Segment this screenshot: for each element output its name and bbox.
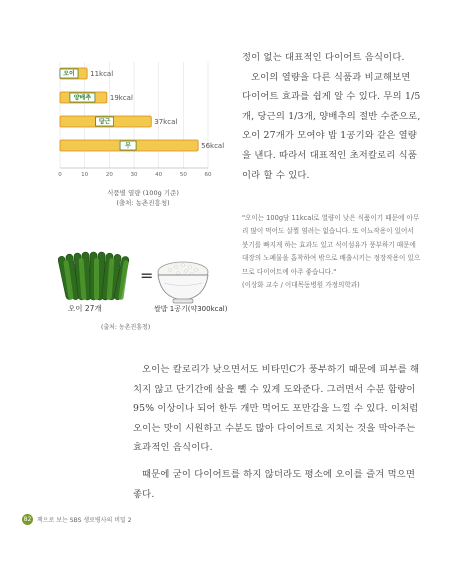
value-label: 56kcal	[201, 142, 225, 150]
page-number-badge: 82	[23, 515, 32, 523]
category-label: 당근	[98, 118, 111, 126]
value-label: 11kcal	[90, 70, 114, 78]
right-column-text	[242, 48, 422, 185]
page-footer	[22, 513, 132, 525]
rice-label: 쌀밥 1공기(약300kcal)	[154, 305, 228, 313]
calorie-bar-chart	[58, 60, 228, 184]
value-label: 37kcal	[154, 118, 178, 126]
bottom-paragraph-1: 오이는 칼로리가 낮으면서도 비타민C가 풍부하기 때문에 피부를 해치지 않고 단기간에 살을 뺄 수 있게 도와준다. 그러면서 수분 함량이 95% 이상이나 되어 한두 개만 먹어도 포만감을 느낄 수 있다. 이처럼 오이는 맛이 시원하고 수분도 많아 다이어트로 지치는 것을 막아주는 효과적인 음식이다.	[133, 364, 420, 454]
right-paragraph-1: 정이 없는 대표적인 다이어트 음식이다.	[242, 52, 405, 63]
footer-book-title: 책으로 보는 SBS 생로병사의 비밀 2	[37, 516, 132, 524]
x-tick-label: 0	[58, 172, 62, 178]
x-tick-label: 30	[130, 172, 138, 178]
x-tick-label: 10	[81, 172, 89, 178]
equals-sign: =	[140, 266, 154, 285]
x-tick-label: 60	[204, 172, 212, 178]
x-tick-label: 50	[179, 172, 187, 178]
cucumber-rice-illustration	[58, 250, 238, 330]
x-tick-label: 40	[155, 172, 163, 178]
x-tick-label: 20	[105, 172, 113, 178]
expert-quote	[242, 212, 422, 292]
cucumber-bunch-icon	[58, 252, 129, 301]
calorie-chart-svg	[58, 60, 228, 184]
quote-attribution: (이상화 교수 / 이대목동병원 가정의학과)	[242, 281, 360, 290]
chart-source: (출처: 농촌진흥청)	[116, 199, 170, 207]
category-label: 오이	[63, 70, 75, 78]
bottom-text	[133, 360, 423, 504]
quote-text: "오이는 100g당 11kcal로 열량이 낮은 식품이기 때문에 아무리 많이 먹어도 살찔 염려는 없습니다. 또 이뇨작용이 있어서 붓기를 빠지게 하는 효과도 있고 식이섬유가 풍부하기 때문에 대장의 노폐물을 흡착하여 밖으로 배출시키는 정장작용이 있으므로 다이어트에 아주 좋습니다."	[242, 214, 421, 276]
value-label: 19kcal	[109, 94, 133, 102]
cucumber-label: 오이 27개	[68, 304, 102, 313]
right-paragraph-2: 오이의 열량을 다른 식품과 비교해보면 다이어트 효과를 쉽게 알 수 있다. 무의 1/5개, 당근의 1/3개, 양배추의 절반 수준으로, 오이 27개가 모여야 밥 1공기와 같은 열량을 낸다. 따라서 대표적인 초저칼로리 식품이라 할 수 있다.	[242, 71, 421, 181]
illustration-source: (출처: 농촌진흥청)	[101, 324, 151, 331]
bottom-paragraph-2: 때문에 굳이 다이어트를 하지 않더라도 평소에 오이를 즐겨 먹으면 좋다.	[133, 468, 416, 500]
category-label: 무	[125, 142, 131, 150]
rice-bowl-icon	[158, 262, 208, 303]
category-label: 양배추	[73, 94, 92, 102]
chart-title: 식품별 열량 (100g 기준)	[107, 189, 179, 197]
